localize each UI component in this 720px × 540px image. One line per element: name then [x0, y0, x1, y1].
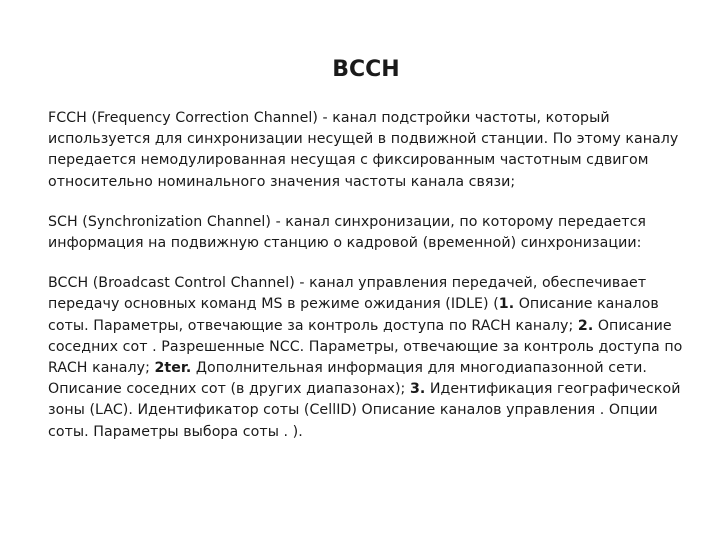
text-line — [48, 273, 692, 294]
text-segment: Описание каналов — [514, 296, 659, 313]
text-line — [48, 129, 692, 150]
text-segment: соседних сот . Разрешенные NCC. Параметры, отвечающие за контроль доступа по — [48, 338, 683, 355]
bold-text-segment: 2ter. — [154, 360, 192, 377]
text-segment: зоны (LAC). Идентификатор соты (CellID) Описание каналов управления . Опции — [48, 402, 658, 419]
text-segment: относительно номинального значения частоты канала связи; — [48, 173, 516, 190]
text-segment: RACH каналу; — [48, 360, 155, 377]
paragraph-2 — [48, 212, 692, 254]
text-segment: информация на подвижную станцию о кадровой (временной) синхронизации: — [48, 235, 642, 252]
text-line — [48, 316, 692, 337]
slide-body — [48, 108, 692, 443]
text-segment: соты. Параметры выбора соты . ). — [48, 423, 303, 440]
text-line — [48, 150, 692, 171]
text-line — [48, 358, 692, 379]
text-line — [48, 379, 692, 400]
text-line — [48, 422, 692, 443]
text-segment: используется для синхронизации несущей в подвижной станции. По этому каналу — [48, 131, 679, 148]
text-segment: FCCH (Frequency Correction Channel) - канал подстройки частоты, который — [48, 110, 610, 126]
paragraph-1 — [48, 108, 692, 193]
text-segment: передачу основных команд MS в режиме ожидания (IDLE) ( — [48, 296, 499, 313]
text-segment: BCCH (Broadcast Control Channel) - канал управления передачей, обеспечивает — [48, 275, 647, 292]
text-segment: соты. Параметры, отвечающие за контроль доступа по RACH каналу; — [48, 317, 578, 334]
text-segment: Дополнительная информация для многодиапазонной сети. — [191, 360, 647, 377]
text-segment: передается немодулированная несущая с фиксированным частотным сдвигом — [48, 152, 649, 169]
text-segment: SCH (Synchronization Channel) - канал синхронизации, по которому передается — [48, 213, 647, 230]
text-line — [48, 233, 692, 254]
bold-text-segment: 3. — [409, 381, 426, 398]
text-line — [48, 400, 692, 421]
text-line — [48, 108, 692, 129]
bold-text-segment: 1. — [498, 296, 515, 313]
text-segment: Описание соседних сот (в других диапазонах); — [48, 381, 410, 398]
text-line — [48, 172, 692, 193]
text-segment: Описание — [593, 317, 672, 334]
paragraph-3 — [48, 273, 692, 443]
slide-title: BCCH — [332, 57, 400, 82]
text-line — [48, 294, 692, 315]
text-segment: Идентификация географической — [425, 381, 681, 398]
text-line — [48, 212, 692, 233]
bold-text-segment: 2. — [577, 317, 594, 334]
text-line — [48, 337, 692, 358]
